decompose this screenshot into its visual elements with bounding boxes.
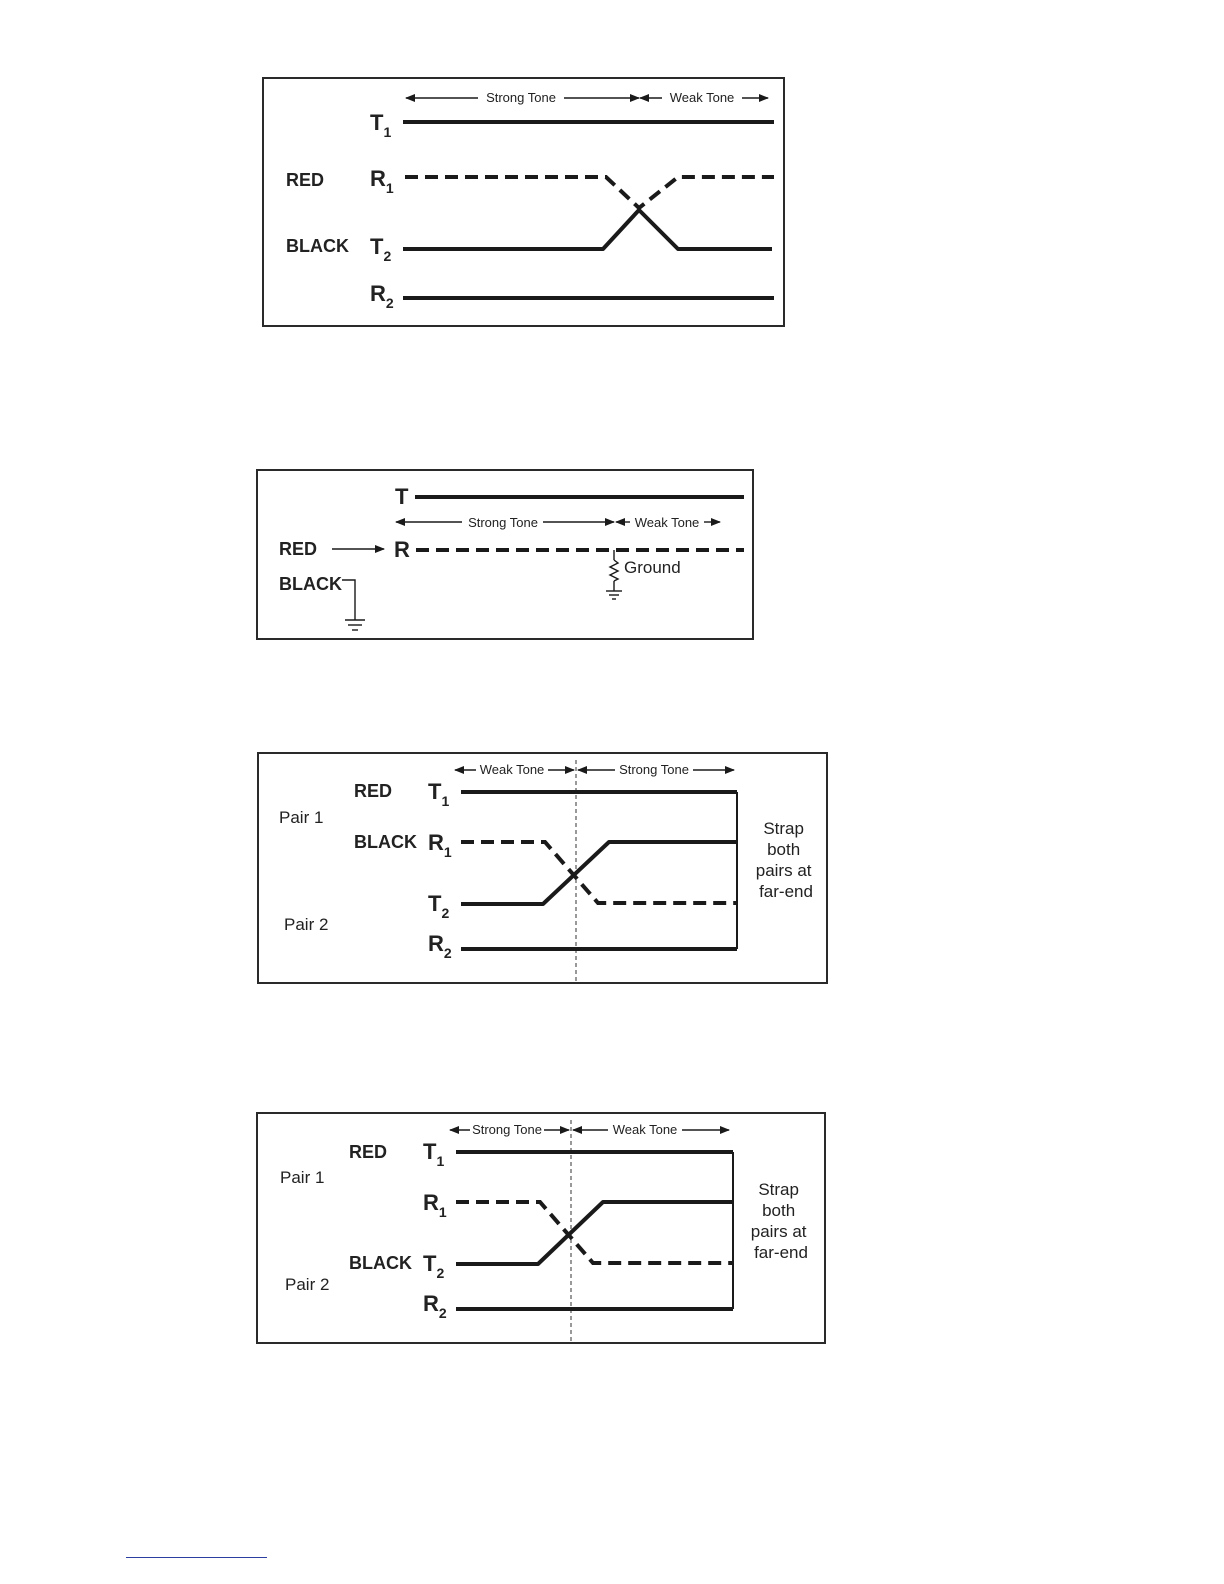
figure-3-pair-2-label: Pair 2 bbox=[284, 915, 329, 934]
figure-3-strap-note: Strap both pairs at far-end bbox=[755, 819, 813, 901]
figure-1-strong-tone-label: Strong Tone bbox=[486, 90, 556, 105]
figure-3-t1-label: $T_1$ bbox=[428, 779, 450, 809]
figure-1-black-lead-label: BLACK bbox=[286, 236, 349, 256]
figure-2-ground-fault-resistor bbox=[606, 550, 622, 599]
figure-3-pair-1-label: Pair 1 bbox=[279, 808, 324, 827]
figure-4-pair-2-label: Pair 2 bbox=[285, 1275, 330, 1294]
figure-3-tone-arrows bbox=[455, 762, 734, 777]
figure-3-r1-label: $R_1$ bbox=[428, 830, 452, 860]
figure-4-black-lead-label: BLACK bbox=[349, 1253, 412, 1273]
figure-3-r2-label: $R_2$ bbox=[428, 931, 452, 961]
figure-2-black-ground-symbol bbox=[342, 580, 365, 630]
figure-1-t2-wire bbox=[403, 210, 772, 249]
figure-3-t2-wire bbox=[461, 842, 737, 904]
figure-2-strong-tone-label: Strong Tone bbox=[468, 515, 538, 530]
figure-1-r1-wire bbox=[405, 177, 774, 208]
figure-4-strap-note: Strap both pairs at far-end bbox=[750, 1180, 808, 1262]
figure-2-r-label: R bbox=[394, 537, 410, 562]
figure-2-red-lead-label: RED bbox=[279, 539, 318, 559]
figure-1-tone-arrows bbox=[406, 90, 768, 105]
figure-4-r2-label: $R_2$ bbox=[423, 1291, 447, 1321]
figure-1-weak-tone-label: Weak Tone bbox=[669, 90, 735, 105]
figure-2-tone-arrows bbox=[396, 515, 720, 530]
figure-1-r1-label: $R_1$ bbox=[370, 166, 394, 196]
figure-3-strong-tone-label: Strong Tone bbox=[619, 762, 689, 777]
figure-4-tone-arrows bbox=[450, 1122, 729, 1137]
figure-4-split-pair-strapped-diagram bbox=[257, 1113, 825, 1343]
figure-1-frame bbox=[263, 78, 784, 326]
figure-2-t-label: T bbox=[395, 484, 409, 509]
figure-1-split-pair-diagram bbox=[263, 78, 784, 326]
figure-1-t2-label: $T_2$ bbox=[370, 234, 392, 264]
figure-2-black-lead-label: BLACK bbox=[279, 574, 342, 594]
figure-4-t1-label: $T_1$ bbox=[423, 1139, 445, 1169]
figure-4-r1-label: $R_1$ bbox=[423, 1190, 447, 1220]
figure-3-t2-label: $T_2$ bbox=[428, 891, 450, 921]
figure-1-t1-label: $T_1$ bbox=[370, 110, 392, 140]
figure-1-r2-label: $R_2$ bbox=[370, 281, 394, 311]
figure-3-weak-tone-label: Weak Tone bbox=[479, 762, 545, 777]
figure-2-ground-fault-diagram bbox=[257, 470, 753, 639]
figure-2-ground-label: Ground bbox=[624, 558, 681, 577]
figure-3-black-lead-label: BLACK bbox=[354, 832, 417, 852]
figure-3-split-pair-strapped-diagram bbox=[258, 753, 827, 983]
figure-4-red-lead-label: RED bbox=[349, 1142, 388, 1162]
figure-3-red-lead-label: RED bbox=[354, 781, 393, 801]
figure-4-t2-label: $T_2$ bbox=[423, 1251, 445, 1281]
figure-4-pair-1-label: Pair 1 bbox=[280, 1168, 325, 1187]
figure-4-strong-tone-label: Strong Tone bbox=[472, 1122, 542, 1137]
figure-4-t2-wire bbox=[456, 1202, 733, 1264]
figure-2-weak-tone-label: Weak Tone bbox=[634, 515, 700, 530]
figure-4-weak-tone-label: Weak Tone bbox=[612, 1122, 678, 1137]
figure-1-red-lead-label: RED bbox=[286, 170, 325, 190]
footnote-separator-line bbox=[126, 1557, 267, 1558]
